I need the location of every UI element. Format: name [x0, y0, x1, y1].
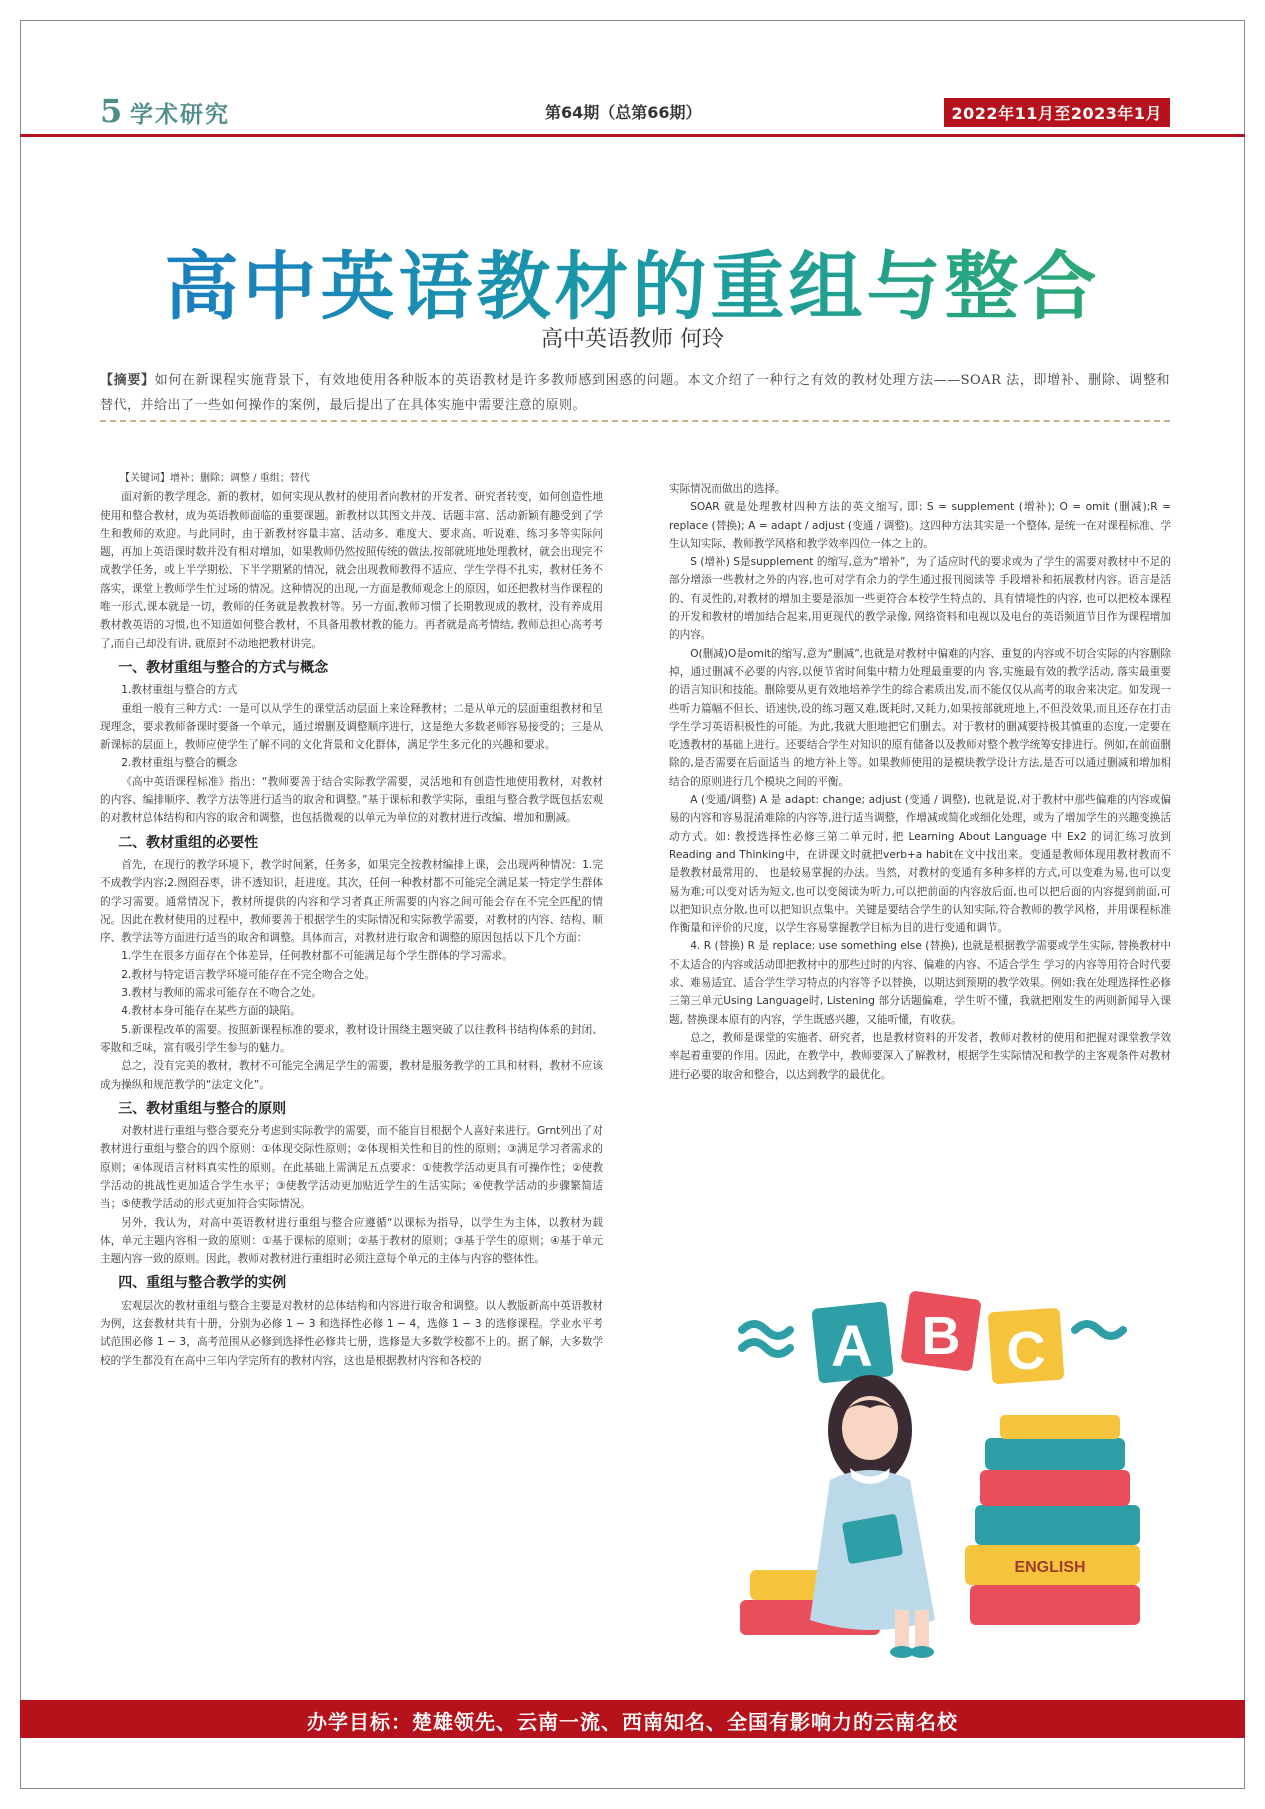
header-rule	[20, 134, 1245, 137]
paragraph: 对教材进行重组与整合要充分考虑到实际教学的需要，而不能盲目根据个人喜好来进行。Grnt列出了对教材进行重组与整合的四个原则：①体现交际性原则；②体现相关性和目的性的原则；③满足学习者需求的原则；④体现语言材料真实性的原则。在此基础上需满足五点要求：①使教学活动更具有可操作性；②使教学活动的挑战性更加适合学生水平；③使教学活动更加贴近学生的生活实际；④使教学活动的步骤繁简适当；⑤使教学活动的形式更加符合实际情况。	[100, 1125, 603, 1211]
list-item: 1.学生在很多方面存在个体差异，任何教材都不可能满足每个学生群体的学习需求。	[121, 950, 513, 963]
svg-text:ENGLISH: ENGLISH	[1014, 1559, 1086, 1576]
paragraph: 《高中英语课程标准》指出：“教师要善于结合实际教学需要，灵活地和有创造性地使用教材，对教材的内容、编排顺序、教学方法等进行适当的取舍和调整。”基于课标和教学实际，重组与整合教学既包括宏观的对教材总体结构和内容的取舍和调整，也包括微观的以单元为单位的对教材进行改编、增加和删减。	[100, 775, 603, 825]
section-heading: 一、教材重组与整合的方式与概念	[118, 659, 329, 676]
svg-text:C: C	[1006, 1321, 1046, 1381]
page-footer	[20, 1700, 1245, 1738]
letter-c-block	[988, 1308, 1065, 1385]
paragraph: 宏观层次的教材重组与整合主要是对教材的总体结构和内容进行取舍和调整。以人教版新高中英语教材为例，这套教材共有十册，分别为必修 1 − 3 和选择性必修 1 − 4，选修 1 − 3 的选修课程。学业水平考试范围必修 1 − 3，高考范围从必修到选择性必修共七册，选修是大多数学校都不上的。据了解，大多数学校的学生都没有在高中三年内学完所有的教材内容，这也是根据教材内容和各校的	[100, 1299, 603, 1367]
list-item: 2.教材与特定语言教学环境可能存在不完全吻合之处。	[121, 968, 375, 981]
section-heading: 三、教材重组与整合的原则	[118, 1100, 287, 1117]
subheading: 1.教材重组与整合的方式	[121, 684, 238, 697]
section-heading: 二、教材重组的必要性	[118, 834, 259, 851]
girl-reading-illustration	[720, 1290, 1150, 1660]
subheading: 2.教材重组与整合的概念	[121, 757, 238, 770]
section-heading: 四、重组与整合教学的实例	[118, 1275, 287, 1292]
abstract-label: 【摘要】	[100, 373, 155, 388]
right-column	[669, 480, 1171, 1084]
paragraph: 总之，教师是课堂的实施者、研究者，也是教材资料的开发者，教师对教材的使用和把握对课堂教学效率起着重要的作用。因此，在教学中，教师要深入了解教材，根据学生实际情况和教学的主客观条件对教材进行必要的取舍和整合，以达到教学的最优化。	[669, 1031, 1171, 1081]
book-stack	[965, 1415, 1140, 1625]
paragraph: O(删减)O是omit的缩写,意为“删减”,也就是对教材中偏难的内容、重复的内容或不切合实际的内容删除掉，通过删减不必要的内容,以便节省时间集中精力处理最重要的内 容,实施最有效的教学活动, 落实最重要的语言知识和技能。删除要从更有效地培养学生的综合素质出发,而不能仅仅从高考的取舍来决定。如发现一些听力篇幅不但长、语速快,设的练习题又难,既耗时,又耗力,如果按部就班地上,不但没效果,而且还存在打击学生学习英语积极性的可能。为此,我就大胆地把它们删去。对于教材的删减要持极其慎重的态度,一定要在吃透教材的基础上进行。还要结合学生对知识的原有储备以及教师对整个教学统筹安排进行。例如,在前面删除的,是否需要在后面适当 的地方补上等。如果教师使用的是模块教学设计方法,是否可以通过删减和增加相结合的原则进行几个模块之间的平衡。	[669, 647, 1171, 788]
keywords: 【关键词】增补；删除；调整 / 重组；替代	[120, 473, 310, 484]
paragraph: 首先，在现行的教学环境下，教学时间紧，任务多，如果完全按教材编排上课，会出现两种情况：1.完不成教学内容;2.囫囵吞枣，讲不透知识，赶进度。其次，任何一种教材都不可能完全满足某一特定学生群体的学习需要。通常情况下，教材所提供的内容和学习者真正所需要的内容之间可能会存在不完全匹配的情况。因此在教材使用的过程中，教师要善于根据学生的实际情况和实际教学需要，对教材的内容、结构、顺序、教学法等方面进行适当的取舍和调整。具体而言，对教材进行取舍和调整的原因包括以下几个方面：	[100, 858, 603, 945]
list-item: 5.新课程改革的需要。按照新课程标准的要求，教材设计围绕主题突破了以往教科书结构体系的封闭、零散和乏味，富有吸引学生参与的魅力。	[100, 1023, 603, 1054]
abstract-text: 如何在新课程实施背景下，有效地使用各种版本的英语教材是许多教师感到困惑的问题。本文介绍了一种行之有效的教材处理方法——SOAR 法，即增补、删除、调整和替代，并给出了一些如何操作的案例，最后提出了在具体实施中需要注意的原则。	[100, 373, 1170, 413]
paragraph: SOAR 就是处理教材四种方法的英文缩写, 即: S = supplement (增补); O = omit (删减);R = replace (替换); A = adapt / adjust (变通 / 调整)。这四种方法其实是一个整体, 是统一在对课程标准、学生认知实际、教师教学风格和教学效率四位一体之上的。	[669, 501, 1171, 550]
letter-a-block	[811, 1301, 893, 1383]
intro-paragraph: 面对新的教学理念、新的教材，如何实现从教材的使用者向教材的开发者、研究者转变，如何创造性地使用和整合教材，成为英语教师面临的重要课题。新教材以其图文并茂、话题丰富、活动新颖有趣受到了学生和教师的欢迎。与此同时，由于新教材容量丰富、活动多、难度大、要求高、听说难、练习多等实际问题，再加上英语课时数并没有相对增加，如果教师仍然按照传统的做法,按部就班地处理教材，就会出现完不成教学任务，或上半学期松、下半学期紧的情况，就会出现教师教得不适应、学生学得不扎实，教材任务不落实，课堂上教师学生忙过场的情况。这种情况的出现,一方面是教师观念上的原因，如还把教材当作课程的唯一形式,课本就是一切，教师的任务就是教教材等。另一方面,教师习惯了长期教现成的教材，没有养成用教材教英语的习惯,也不知道如何整合教材，不具备用教材教的能力。再者就是高考情结, 教师总担心高考考了,而自己却没有讲, 就原封不动地把教材讲完。	[100, 491, 603, 650]
paragraph: 另外，我认为，对高中英语教材进行重组与整合应遵循“以课标为指导，以学生为主体，以教材为载体，单元主题内容相一致的原则：①基于课标的原则；②基于教材的原则；③基于学生的原则；④基于单元主题内容一致的原则。因此，教师对教材进行重组时必须注意每个单元的主体与内容的整体性。	[100, 1216, 603, 1266]
article-byline: 高中英语教师 何玲	[541, 327, 724, 352]
svg-text:B: B	[921, 1306, 961, 1366]
paragraph: 4. R (替换) R 是 replace: use something else (替换), 也就是根据教学需要或学生实际, 替换教材中不太适合的内容或活动即把教材中的那些过时的内容、偏难的内容、不适合学生 学习的内容等用符合时代要求、难易适宜、适合学生学习特点的内容等予以替换，以期达到预期的教学效果。例如:我在处理选择性必修三第三单元Using Language时, Listening 部分话题偏难，学生听不懂，我就把刚发生的两则新闻导入课题, 替换课本原有的内容，学生既感兴趣，又能听懂，有收获。	[669, 940, 1171, 1026]
letter-b-block	[900, 1290, 981, 1371]
school-motto: 办学目标：楚雄领先、云南一流、西南知名、全国有影响力的云南名校	[307, 1710, 958, 1734]
left-column	[100, 470, 603, 1370]
paragraph: 重组一般有三种方式：一是可以从学生的课堂活动层面上来诠释教材；二是从单元的层面重组教材和呈现理念，要求教师备课时要备一个单元，通过增删及调整顺序进行，这是绝大多数老师容易接受的；三是从新课标的层面上，教师应使学生了解不同的文化背景和文化群体，满足学生多元化的兴趣和要求。	[100, 702, 603, 752]
paragraph: 实际情况而做出的选择。	[669, 483, 786, 495]
girl-figure	[810, 1375, 935, 1658]
abstract	[100, 368, 1170, 418]
list-item: 3.教材与教师的需求可能存在不吻合之处。	[121, 987, 322, 1000]
list-item: 4.教材本身可能存在某些方面的缺陷。	[121, 1005, 301, 1018]
page-number: 5	[100, 92, 123, 130]
paragraph: 总之，没有完美的教材，教材不可能完全满足学生的需要，教材是服务教学的工具和材料，教材不应该成为操纵和规范教学的“法定文化”。	[100, 1060, 603, 1091]
article-title: 高中英语教材的重组与整合	[164, 244, 1101, 330]
abstract-divider	[100, 420, 1170, 422]
date-badge: 2022年11月至2023年1月	[944, 98, 1170, 127]
svg-text:A: A	[831, 1314, 873, 1379]
paragraph: S (增补) S是supplement 的缩写,意为“增补”，为了适应时代的要求或为了学生的需要对教材中不足的部分增添一些教材之外的内容,也可对学有余力的学生通过报刊阅读等 手段增补和拓展教材内容。语言是活的、有灵性的,对教材的增加主要是添加一些更符合本校学生特点的、具有情境性的内容, 也可以把校本课程的开发和教材的增加结合起来,用更现代的教学录像, 网络资料和电视以及电台的英语频道节目作为课程增加的内容。	[669, 556, 1171, 642]
issue-info: 第64期（总第66期）	[545, 103, 702, 122]
paragraph: A (变通/调整) A 是 adapt: change; adjust (变通 / 调整), 也就是说,对于教材中那些偏难的内容或偏易的内容和容易混淆难除的内容等,进行适当调整，作增减或简化或细化处理，或为了增加学生的兴趣变换活动方式。如: 教授选择性必修三第二单元时, 把 Learning About Language 中 Ex2 的词汇练习放到Reading and Thinking中，在讲课文时就把verb+a habit在文中找出来。变通是教师体现用教材教而不是教教材最常用的、 也是较易掌握的办法。当然，对教材的变通有多种多样的方式,可以变难为易,也可以变易为难;可以变对话为短文,也可以变阅读为听力,可以把前面的内容放后面,也可以把后面的内容提到前面,可以把知识点分散,也可以把知识点集中。关键是要结合学生的认知实际,符合教师的教学风格，并用课程标准作衡量和评价的尺度，以学生容易掌握教学目标为目的进行变通和调节。	[669, 794, 1171, 935]
section-name: 学术研究	[130, 102, 230, 128]
page-header	[100, 92, 1170, 132]
